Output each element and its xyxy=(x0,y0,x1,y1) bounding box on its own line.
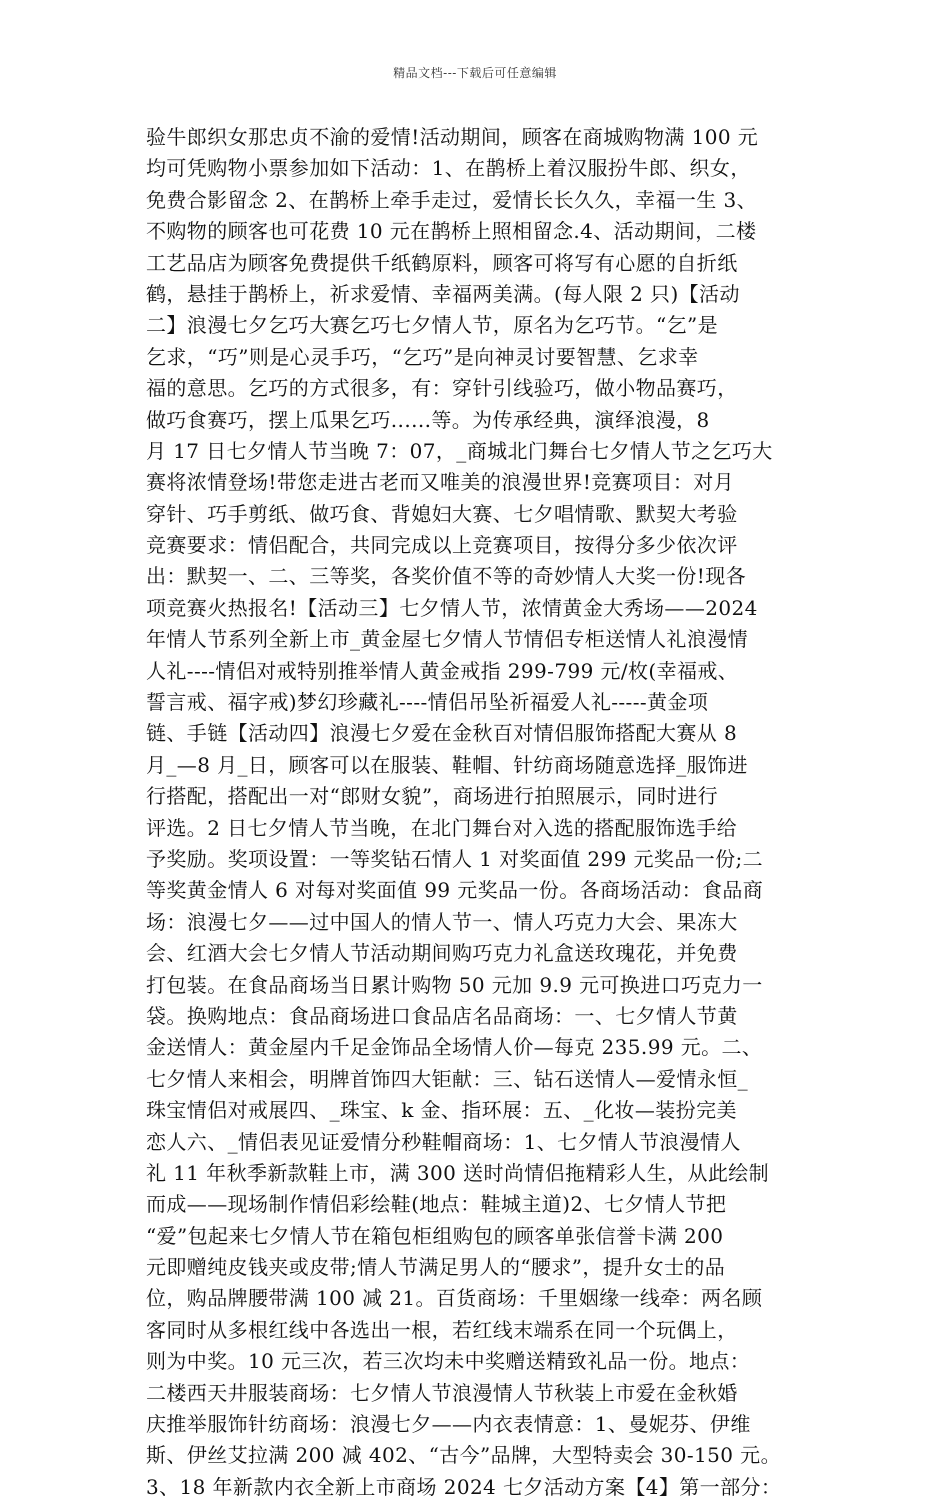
text-line: 月_—8 月_日，顾客可以在服装、鞋帽、针纺商场随意选择_服饰进 xyxy=(146,752,748,777)
text-line: 月 17 日七夕情人节当晚 7：07，_商城北门舞台七夕情人节之乞巧大 xyxy=(146,438,773,463)
text-line: 而成——现场制作情侣彩绘鞋(地点：鞋城主道)2、七夕情人节把 xyxy=(146,1192,727,1217)
text-line: 会、红酒大会七夕情人节活动期间购巧克力礼盒送玫瑰花，并免费 xyxy=(146,941,738,966)
text-line: 做巧食赛巧，摆上瓜果乞巧......等。为传承经典，演绎浪漫，8 xyxy=(146,407,710,432)
text-line: 乞求，“巧”则是心灵手巧，“乞巧”是向神灵讨要智慧、乞求幸 xyxy=(146,344,699,369)
text-line: 二楼西天井服装商场：七夕情人节浪漫情人节秋装上市爱在金秋婚 xyxy=(146,1380,738,1405)
text-line: 元即赠纯皮钱夹或皮带;情人节满足男人的“腰求”，提升女士的品 xyxy=(146,1255,726,1280)
text-line: 评选。2 日七夕情人节当晚，在北门舞台对入选的搭配服饰选手给 xyxy=(146,815,738,840)
text-line: 项竞赛火热报名!【活动三】七夕情人节，浓情黄金大秀场——2024 xyxy=(146,595,758,620)
text-line: 则为中奖。10 元三次，若三次均未中奖赠送精致礼品一份。地点： xyxy=(146,1349,751,1374)
text-line: 恋人六、_情侣表见证爱情分秒鞋帽商场：1、七夕情人节浪漫情人 xyxy=(146,1129,741,1154)
text-line: 人礼----情侣对戒特别推举情人黄金戒指 299-799 元/枚(幸福戒、 xyxy=(146,658,739,683)
text-line: 金送情人：黄金屋内千足金饰品全场情人价—每克 235.99 元。二、 xyxy=(146,1035,763,1060)
text-line: 誓言戒、福字戒)梦幻珍藏礼----情侣吊坠祈福爱人礼-----黄金项 xyxy=(146,690,709,715)
text-line: 赛将浓情登场!带您走进古老而又唯美的浪漫世界!竞赛项目：对月 xyxy=(146,470,735,495)
text-line: 二】浪漫七夕乞巧大赛乞巧七夕情人节，原名为乞巧节。“乞”是 xyxy=(146,313,719,338)
text-line: 穿针、巧手剪纸、做巧食、背媳妇大赛、七夕唱情歌、默契大考验 xyxy=(146,501,738,526)
text-line: 行搭配，搭配出一对“郎财女貌”，商场进行拍照展示，同时进行 xyxy=(146,784,719,809)
text-line: 位，购品牌腰带满 100 减 21。百货商场：千里姻缘一线牵：两名顾 xyxy=(146,1286,763,1311)
text-line: 链、手链【活动四】浪漫七夕爱在金秋百对情侣服饰搭配大赛从 8 xyxy=(146,721,738,746)
text-line: 均可凭购物小票参加如下活动：1、在鹊桥上着汉服扮牛郎、织女， xyxy=(146,156,751,181)
text-line: “爱”包起来七夕情人节在箱包柜组购包的顾客单张信誉卡满 200 xyxy=(146,1223,724,1248)
page-header: 精品文档---下载后可任意编辑 xyxy=(393,66,557,80)
text-line: 斯、伊丝艾拉满 200 减 402、“古今”品牌，大型特卖会 30-150 元。 xyxy=(146,1443,781,1468)
text-line: 年情人节系列全新上市_黄金屋七夕情人节情侣专柜送情人礼浪漫情 xyxy=(146,627,748,652)
text-line: 验牛郎织女那忠贞不渝的爱情!活动期间，顾客在商城购物满 100 元 xyxy=(146,125,759,149)
document-body xyxy=(146,122,816,1503)
text-line: 予奖励。奖项设置：一等奖钻石情人 1 对奖面值 299 元奖品一份;二 xyxy=(146,846,764,871)
text-line: 竞赛要求：情侣配合，共同完成以上竞赛项目，按得分多少依次评 xyxy=(146,533,738,558)
text-line: 免费合影留念 2、在鹊桥上牵手走过，爱情长长久久，幸福一生 3、 xyxy=(146,187,757,212)
text-line: 七夕情人来相会，明牌首饰四大钜献：三、钻石送情人—爱情永恒_ xyxy=(146,1066,748,1091)
text-line: 不购物的顾客也可花费 10 元在鹊桥上照相留念.4、活动期间，二楼 xyxy=(146,219,757,244)
text-line: 庆推举服饰针纺商场：浪漫七夕——内衣表情意：1、曼妮芬、伊维 xyxy=(146,1412,751,1437)
text-line: 珠宝情侣对戒展四、_珠宝、k 金、指环展：五、_化妆—装扮完美 xyxy=(146,1098,737,1123)
text-line: 等奖黄金情人 6 对每对奖面值 99 元奖品一份。各商场活动：食品商 xyxy=(146,878,764,903)
text-line: 出：默契一、二、三等奖，各奖价值不等的奇妙情人大奖一份!现各 xyxy=(146,564,747,589)
text-line: 打包装。在食品商场当日累计购物 50 元加 9.9 元可换进口巧克力一 xyxy=(146,972,763,997)
text-line: 场：浪漫七夕——过中国人的情人节一、情人巧克力大会、果冻大 xyxy=(146,909,738,934)
text-line: 礼 11 年秋季新款鞋上市，满 300 送时尚情侣拖精彩人生，从此绘制 xyxy=(146,1160,770,1185)
text-line: 福的意思。乞巧的方式很多，有：穿针引线验巧，做小物品赛巧， xyxy=(146,376,738,401)
text-line: 3、18 年新款内衣全新上市商场 2024 七夕活动方案【4】第一部分： xyxy=(146,1474,782,1499)
text-line: 鹤，悬挂于鹊桥上，祈求爱情、幸福两美满。(每人限 2 只)【活动 xyxy=(146,281,740,306)
text-line: 袋。换购地点：食品商场进口食品店名品商场：一、七夕情人节黄 xyxy=(146,1003,738,1028)
text-line: 客同时从多根红线中各选出一根，若红线末端系在同一个玩偶上， xyxy=(146,1317,738,1342)
text-line: 工艺品店为顾客免费提供千纸鹤原料，顾客可将写有心愿的自折纸 xyxy=(146,250,738,275)
